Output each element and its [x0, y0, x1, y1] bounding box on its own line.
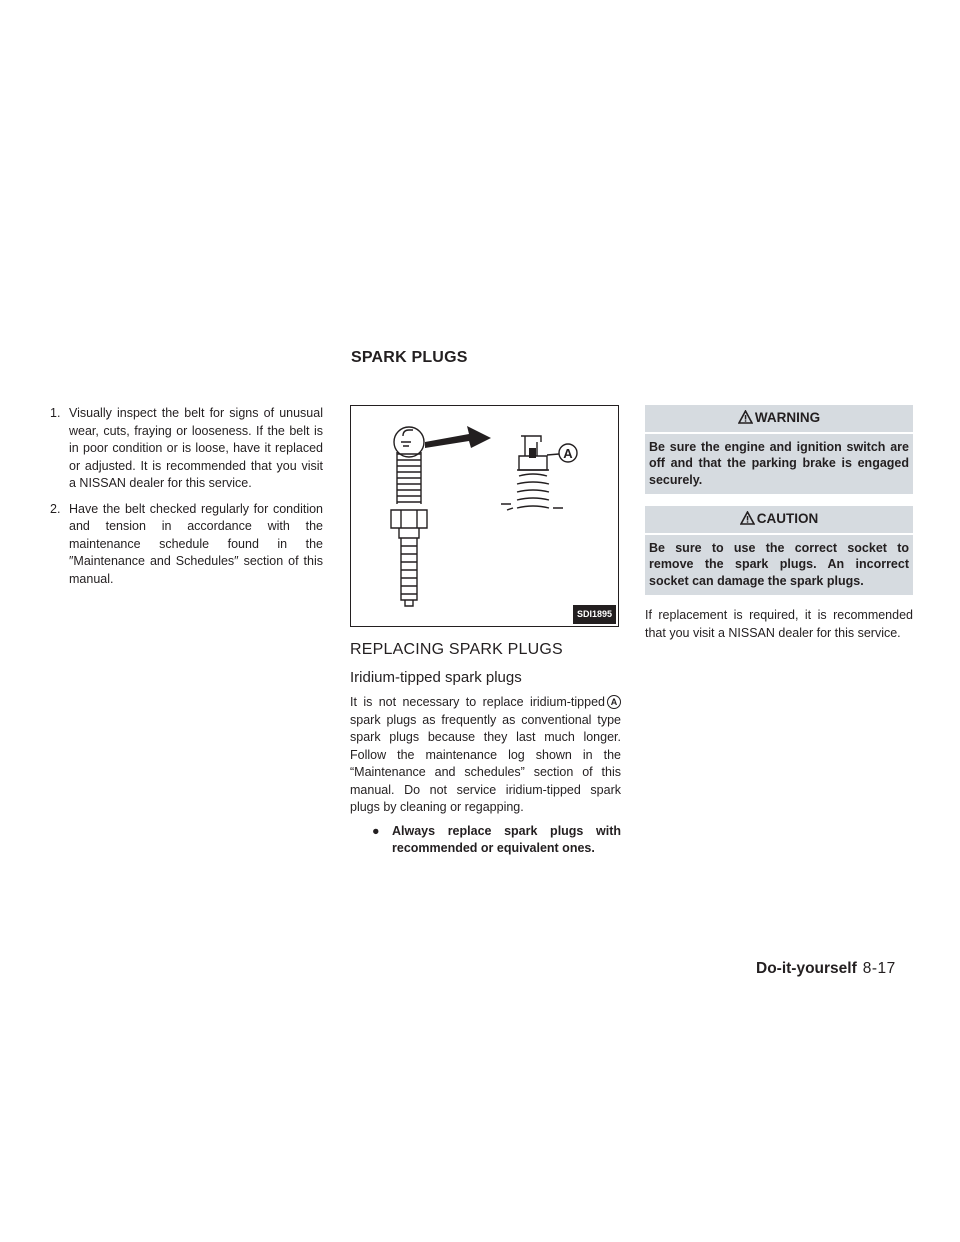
iridium-subheading: Iridium-tipped spark plugs — [350, 668, 522, 686]
step-number: 1. — [50, 406, 61, 420]
replacing-column — [350, 405, 621, 858]
warning-box — [645, 405, 913, 494]
list-item — [50, 405, 323, 493]
replacing-heading: REPLACING SPARK PLUGS — [350, 641, 563, 658]
spark-plug-figure — [350, 405, 619, 627]
para-start: It is not necessary to replace iridium-tipped — [350, 695, 605, 709]
callout-a-icon: A — [607, 695, 621, 709]
list-item — [50, 501, 323, 589]
caution-box — [645, 506, 913, 595]
page-number: 8-17 — [862, 960, 896, 977]
section-title: SPARK PLUGS — [351, 349, 468, 366]
caution-header — [645, 506, 913, 535]
list-item — [372, 823, 621, 858]
warning-triangle-icon — [738, 410, 753, 424]
warning-header — [645, 405, 913, 434]
step-number: 2. — [50, 501, 61, 516]
notices-column — [645, 405, 913, 648]
iridium-paragraph — [350, 694, 621, 817]
callout-a-label: A — [563, 446, 573, 461]
step-text: Visually inspect the belt for signs of unusual wear, cuts, fraying or looseness. If the belt is in poor condition or is loose, have it replaced or adjusted. It is recommended that you visit a NISSAN dealer for this service. — [69, 406, 323, 490]
caution-label: CAUTION — [756, 511, 819, 526]
para-end: spark plugs as frequently as conventional type spark plugs because they last much longer. Follow the maintenance log shown in the “Maintenance and schedules” section of this manual. Do not service iridium-tipped spark plugs by cleaning or regapping. — [350, 712, 621, 814]
belt-steps-column — [50, 405, 323, 596]
step-text: Have the belt checked regularly for condition and tension in accordance with the maintenance schedule found in the ″Maintenance and Schedules″ section of this manual. — [69, 501, 323, 586]
caution-text: Be sure to use the correct socket to remove the spark plugs. An incorrect socket can damage the spark plugs. — [649, 540, 909, 588]
figure-code: SDI1895 — [573, 605, 616, 625]
chapter-name: Do-it-yourself — [756, 960, 857, 977]
bullet-dot-icon: ● — [372, 823, 380, 838]
replacement-note: If replacement is required, it is recommended that you visit a NISSAN dealer for this service. — [645, 608, 913, 640]
bullet-text: Always replace spark plugs with recommended or equivalent ones. — [392, 823, 621, 855]
caution-triangle-icon — [740, 511, 755, 525]
warning-text: Be sure the engine and ignition switch are off and that the parking brake is engaged securely. — [649, 439, 909, 487]
warning-label: WARNING — [754, 410, 821, 425]
page-footer — [756, 960, 896, 978]
spark-plug-illustration — [351, 406, 618, 626]
